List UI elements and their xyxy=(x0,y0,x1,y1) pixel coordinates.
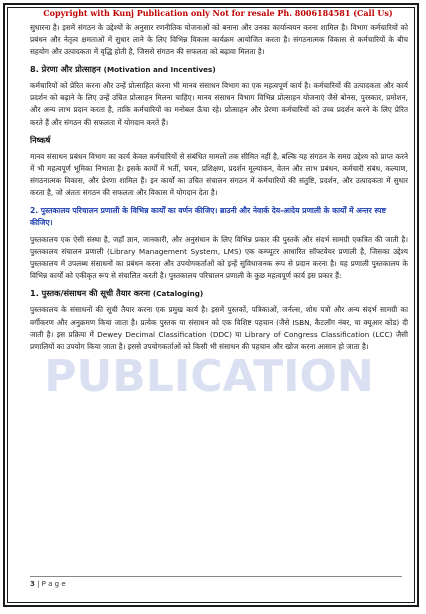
heading-motivation-english: (Motivation and Incentives) xyxy=(103,65,216,75)
paragraph-library-system: पुस्तकालय एक ऐसी संस्था है, जहाँ ज्ञान, जानकारी, और अनुसंधान के लिए विभिन्न प्रकार की पुस्तकें और संदर्भ सामग्री एकत्रित की जाती है। पुस्तकालय संचालन प्रणाली (Library Management System, LMS) एक कम्प्यूटर आधारित सॉफ्टवेयर प्रणाली है, जिसका उद्देश्य पुस्तकालय में उपलब्ध संसाधनों का प्रबंधन करना और उपयोगकर्ताओं को इन्हें सुविधाजनक रूप से प्रदान करना है। यह प्रणाली पुस्तकालय के विभिन्न कार्यों को एकीकृत रूप से संचालित करती है। पुस्तकालय परिचालन प्रणाली के कुछ महत्वपूर्ण कार्य इस प्रकार हैं: xyxy=(30,235,408,281)
page-inner-border xyxy=(7,7,415,603)
question-2: 2. पुस्तकालय परिचालन प्रणाली के विभिन्न कार्यों का वर्णन कीजिए। ब्राउनी और नेवार्क देय-आदेय प्रणाली के कार्यों में अन्तर स्पष्ट कीजिए। xyxy=(30,206,387,228)
heading-cataloging xyxy=(30,288,408,299)
heading-cataloging-hindi: 1. पुस्तक/संसाधन की सूची तैयार करना xyxy=(30,288,151,299)
document-body xyxy=(30,22,408,357)
heading-motivation xyxy=(30,64,408,75)
page-footer xyxy=(30,576,402,588)
page-border xyxy=(3,3,419,607)
page-number: 3 xyxy=(30,580,35,588)
paragraph-motivation: कर्मचारियों को प्रेरित करना और उन्हें प्रोत्साहित करना भी मानव संसाधन विभाग का एक महत्वपूर्ण कार्य है। कर्मचारियों की उत्पादकता और कार्य प्रदर्शन को बढ़ाने के लिए उन्हें उचित प्रोत्साहन मिलना चाहिए। मानव संसाधन विभाग विभिन्न प्रोत्साहन योजनाएं जैसे बोनस, पुरस्कार, प्रमोशन, और अन्य लाभ प्रदान करता है, ताकि कर्मचारियों का मनोबल ऊँचा रहे। प्रोत्साहन और प्रेरणा कर्मचारियों को उच्च प्रदर्शन करने के लिए प्रेरित करते हैं और संगठन की सफलता में योगदान करते हैं। xyxy=(30,81,408,127)
paragraph-org-development: सुधारना है। इसमें संगठन के उद्देश्यों के अनुसार रणनीतिक योजनाओं को बनाना और उनका कार्यान्वयन करना शामिल है। विभाग कर्मचारियों को प्रबंधन और नेतृत्व क्षमताओं में सुधार लाने के लिए विभिन्न विकास कार्यक्रम आयोजित करता है। संगठनात्मक विकास से कर्मचारियों के बीच सहयोग और उत्पादकता में वृद्धि होती है, जिससे संगठन की सफलता को बढ़ावा मिलता है। xyxy=(30,23,408,57)
watermark-text: PUBLICATION xyxy=(44,351,374,402)
heading-conclusion: निष्कर्ष xyxy=(30,134,51,145)
heading-motivation-hindi: 8. प्रेरणा और प्रोत्साहन xyxy=(30,64,101,75)
page-label: | P a g e xyxy=(34,580,66,588)
copyright-header: Copyright with Kunj Publication only Not for resale Ph. 8006184581 (Call Us) xyxy=(43,8,393,18)
heading-cataloging-english: (Cataloging) xyxy=(152,289,204,299)
paragraph-cataloging: पुस्तकालय के संसाधनों की सूची तैयार करना एक प्रमुख कार्य है। इसमें पुस्तकों, पत्रिकाओं, जर्नल्स, शोध पत्रों और अन्य संदर्भ सामग्री का वर्गीकरण और अनुक्रमण किया जाता है। प्रत्येक पुस्तक या संसाधन को एक विशिष्ट पहचान (जैसे ISBN, कैटलॉग नंबर, या क्यूआर कोड) दी जाती है। इस प्रक्रिया में Dewey Decimal Classification (DDC) या Library of Congress Classification (LCC) जैसी प्रणालियों का उपयोग किया जाता है। इससे उपयोगकर्ताओं को किसी भी संसाधन की पहचान और खोज करना आसान हो जाता है। xyxy=(30,305,408,351)
paragraph-conclusion: मानव संसाधन प्रबंधन विभाग का कार्य केवल कर्मचारियों से संबंधित मामलों तक सीमित नहीं है, बल्कि यह संगठन के समग्र उद्देश्य को प्राप्त करने में भी महत्वपूर्ण भूमिका निभाता है। इसके कार्यों में भर्ती, चयन, प्रशिक्षण, प्रदर्शन मूल्यांकन, वेतन और लाभ प्रबंधन, कर्मचारी संबंध, कल्याण, संगठनात्मक विकास, और प्रेरणा शामिल हैं। इन कार्यों का उचित संचालन संगठन में कर्मचारियों की संतुष्टि, प्रदर्शन, और उत्पादकता में सुधार करता है, जो अंततः संगठन की सफलता और विकास में योगदान देता है। xyxy=(30,151,408,197)
